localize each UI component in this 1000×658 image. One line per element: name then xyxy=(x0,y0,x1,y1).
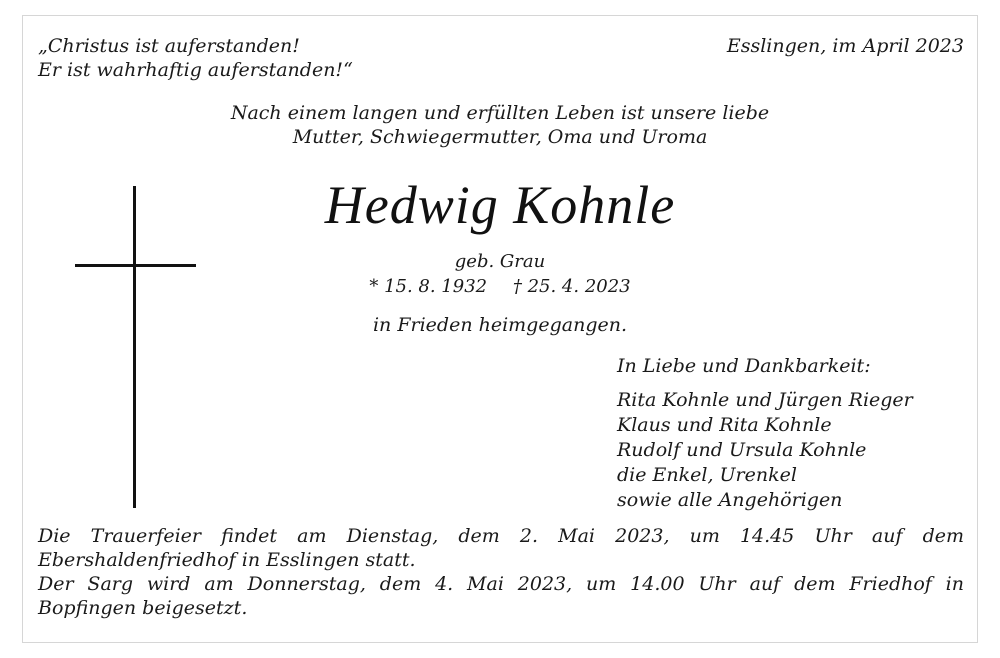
deceased-name: Hedwig Kohnle xyxy=(324,175,676,235)
service-line-3: Der Sarg wird am Donnerstag, dem 4. Mai 2023, um 14.00 Uhr auf dem Friedhof in xyxy=(38,573,964,595)
life-dates xyxy=(0,275,1000,299)
quote-line-1: „Christus ist auferstanden! xyxy=(38,35,300,57)
place-and-date: Esslingen, im April 2023 xyxy=(726,35,964,57)
birth-date: * 15. 8. 1932 xyxy=(369,276,488,297)
family-member: sowie alle Angehörigen xyxy=(617,489,843,511)
quote-line-2: Er ist wahrhaftig auferstanden!“ xyxy=(38,59,353,81)
service-line-2: Ebershaldenfriedhof in Esslingen statt. xyxy=(38,549,416,571)
intro-text xyxy=(0,101,1000,149)
family-block xyxy=(617,354,913,513)
service-line-1: Die Trauerfeier findet am Dienstag, dem 2. Mai 2023, um 14.45 Uhr auf dem xyxy=(38,525,964,547)
service-line-4: Bopfingen beigesetzt. xyxy=(38,597,248,619)
easter-quote xyxy=(38,34,353,82)
family-member: die Enkel, Urenkel xyxy=(617,464,797,486)
intro-line-2: Mutter, Schwiegermutter, Oma und Uroma xyxy=(292,126,708,148)
family-member: Rudolf und Ursula Kohnle xyxy=(617,439,867,461)
maiden-name: geb. Grau xyxy=(454,251,546,272)
family-heading: In Liebe und Dankbarkeit: xyxy=(617,355,871,377)
intro-line-1: Nach einem langen und erfüllten Leben ist unsere liebe xyxy=(230,102,770,124)
service-details xyxy=(38,524,964,620)
family-member: Rita Kohnle und Jürgen Rieger xyxy=(617,389,913,411)
passing-text: in Frieden heimgegangen. xyxy=(372,314,627,336)
death-date: † 25. 4. 2023 xyxy=(512,276,631,297)
family-member: Klaus und Rita Kohnle xyxy=(617,414,832,436)
